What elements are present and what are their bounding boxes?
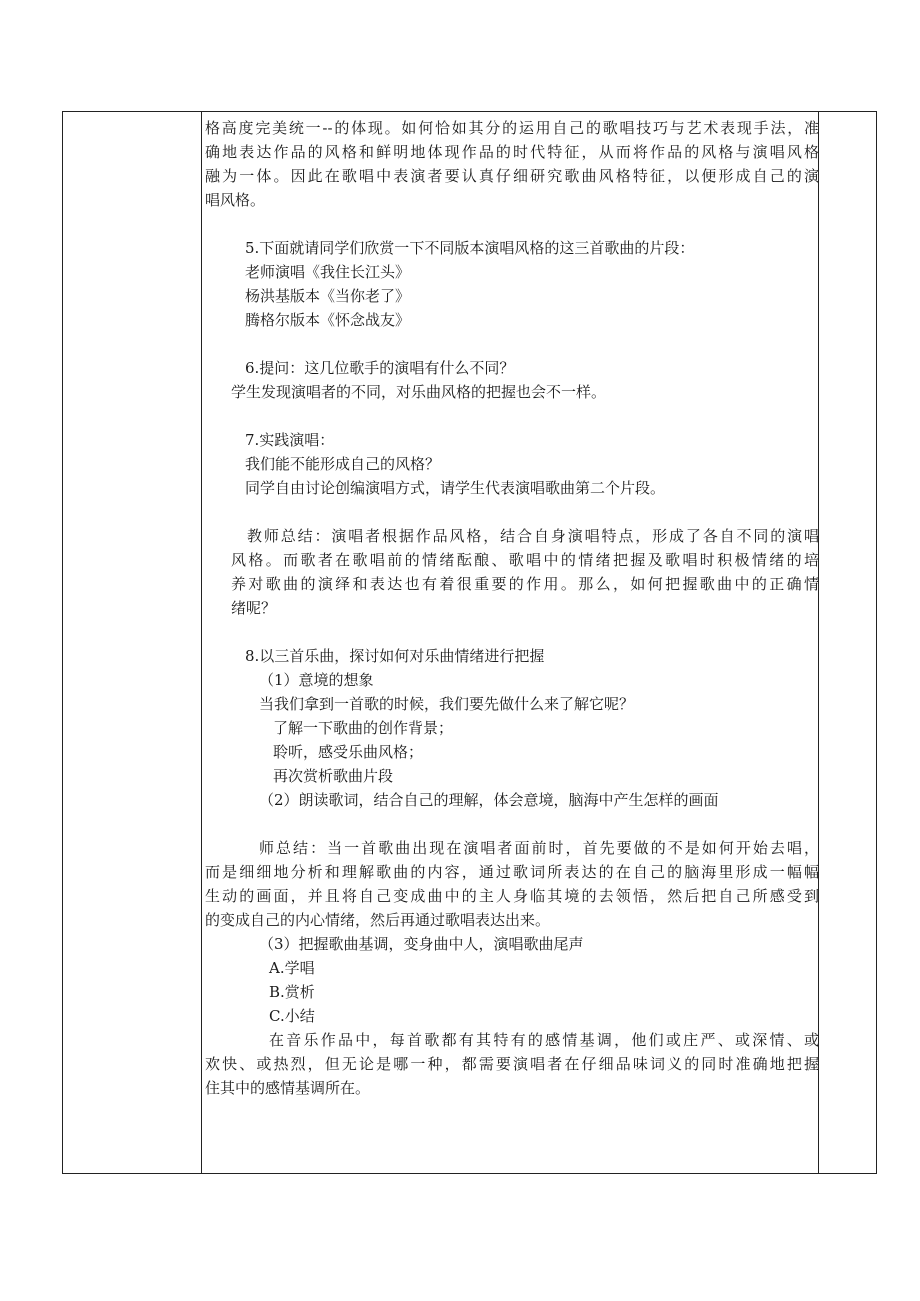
text-line: （3）把握歌曲基调，变身曲中人，演唱歌曲尾声 — [259, 935, 584, 953]
text-line: 再次赏析歌曲片段 — [273, 767, 394, 785]
text-line: C.小结 — [269, 1007, 315, 1025]
text-line: 杨洪基版本《当你老了》 — [245, 287, 411, 305]
text-line: 养对歌曲的演绎和表达也有着很重要的作用。那么，如何把握歌曲中的正确情 — [231, 575, 819, 593]
text-line: 生动的画面，并且将自己变成曲中的主人身临其境的去领悟，然后把自己所感受到 — [205, 887, 819, 905]
text-line: 7.实践演唱： — [245, 431, 335, 449]
text-line: 同学自由讨论创编演唱方式，请学生代表演唱歌曲第二个片段。 — [245, 479, 666, 497]
lesson-table — [62, 111, 877, 1174]
text-line: 住其中的感情基调所在。 — [205, 1079, 371, 1097]
text-line: 学生发现演唱者的不同，对乐曲风格的把握也会不一样。 — [231, 383, 607, 401]
text-line: 绪呢？ — [231, 599, 277, 617]
text-line: 确地表达作品的风格和鲜明地体现作品的时代特征，从而将作品的风格与演唱风格 — [205, 143, 819, 161]
text-line: 在音乐作品中，每首歌都有其特有的感情基调，他们或庄严、或深情、或 — [269, 1031, 819, 1049]
text-line: 风格。而歌者在歌唱前的情绪酝酿、歌唱中的情绪把握及歌唱时积极情绪的培 — [231, 551, 819, 569]
text-line: B.赏析 — [269, 983, 315, 1001]
text-line: 唱风格。 — [205, 191, 266, 209]
right-column — [818, 112, 876, 1173]
text-line: 融为一体。因此在歌唱中表演者要认真仔细研究歌曲风格特征，以便形成自己的演 — [205, 167, 819, 185]
text-line: 欢快、或热烈，但无论是哪一种，都需要演唱者在仔细品味词义的同时准确地把握 — [205, 1055, 819, 1073]
text-line: 老师演唱《我住长江头》 — [245, 263, 411, 281]
content-cell — [205, 112, 819, 1173]
text-line: 当我们拿到一首歌的时候，我们要先做什么来了解它呢？ — [259, 695, 635, 713]
text-line: 6.提问：这几位歌手的演唱有什么不同？ — [245, 359, 515, 377]
text-line: 师总结：当一首歌曲出现在演唱者面前时，首先要做的不是如何开始去唱， — [259, 839, 819, 857]
text-line: （2）朗读歌词，结合自己的理解，体会意境，脑海中产生怎样的画面 — [259, 791, 719, 809]
text-line: 聆听，感受乐曲风格； — [273, 743, 424, 761]
text-line: A.学唱 — [269, 959, 315, 977]
text-line: 格高度完美统一--的体现。如何恰如其分的运用自己的歌唱技巧与艺术表现手法，准 — [205, 119, 819, 137]
text-line: 教师总结：演唱者根据作品风格，结合自身演唱特点，形成了各自不同的演唱 — [247, 527, 819, 545]
text-line: 腾格尔版本《怀念战友》 — [245, 311, 411, 329]
text-line: 8.以三首乐曲，探讨如何对乐曲情绪进行把握 — [245, 647, 545, 665]
text-line: 而是细细地分析和理解歌曲的内容，通过歌词所表达的在自己的脑海里形成一幅幅 — [205, 863, 819, 881]
text-line: 了解一下歌曲的创作背景； — [273, 719, 454, 737]
text-line: 的变成自己的内心情绪，然后再通过歌唱表达出来。 — [205, 911, 551, 929]
text-line: （1）意境的想象 — [259, 671, 374, 689]
text-line: 5.下面就请同学们欣赏一下不同版本演唱风格的这三首歌曲的片段： — [245, 239, 695, 257]
text-line: 我们能不能形成自己的风格？ — [245, 455, 441, 473]
left-column — [63, 112, 202, 1173]
